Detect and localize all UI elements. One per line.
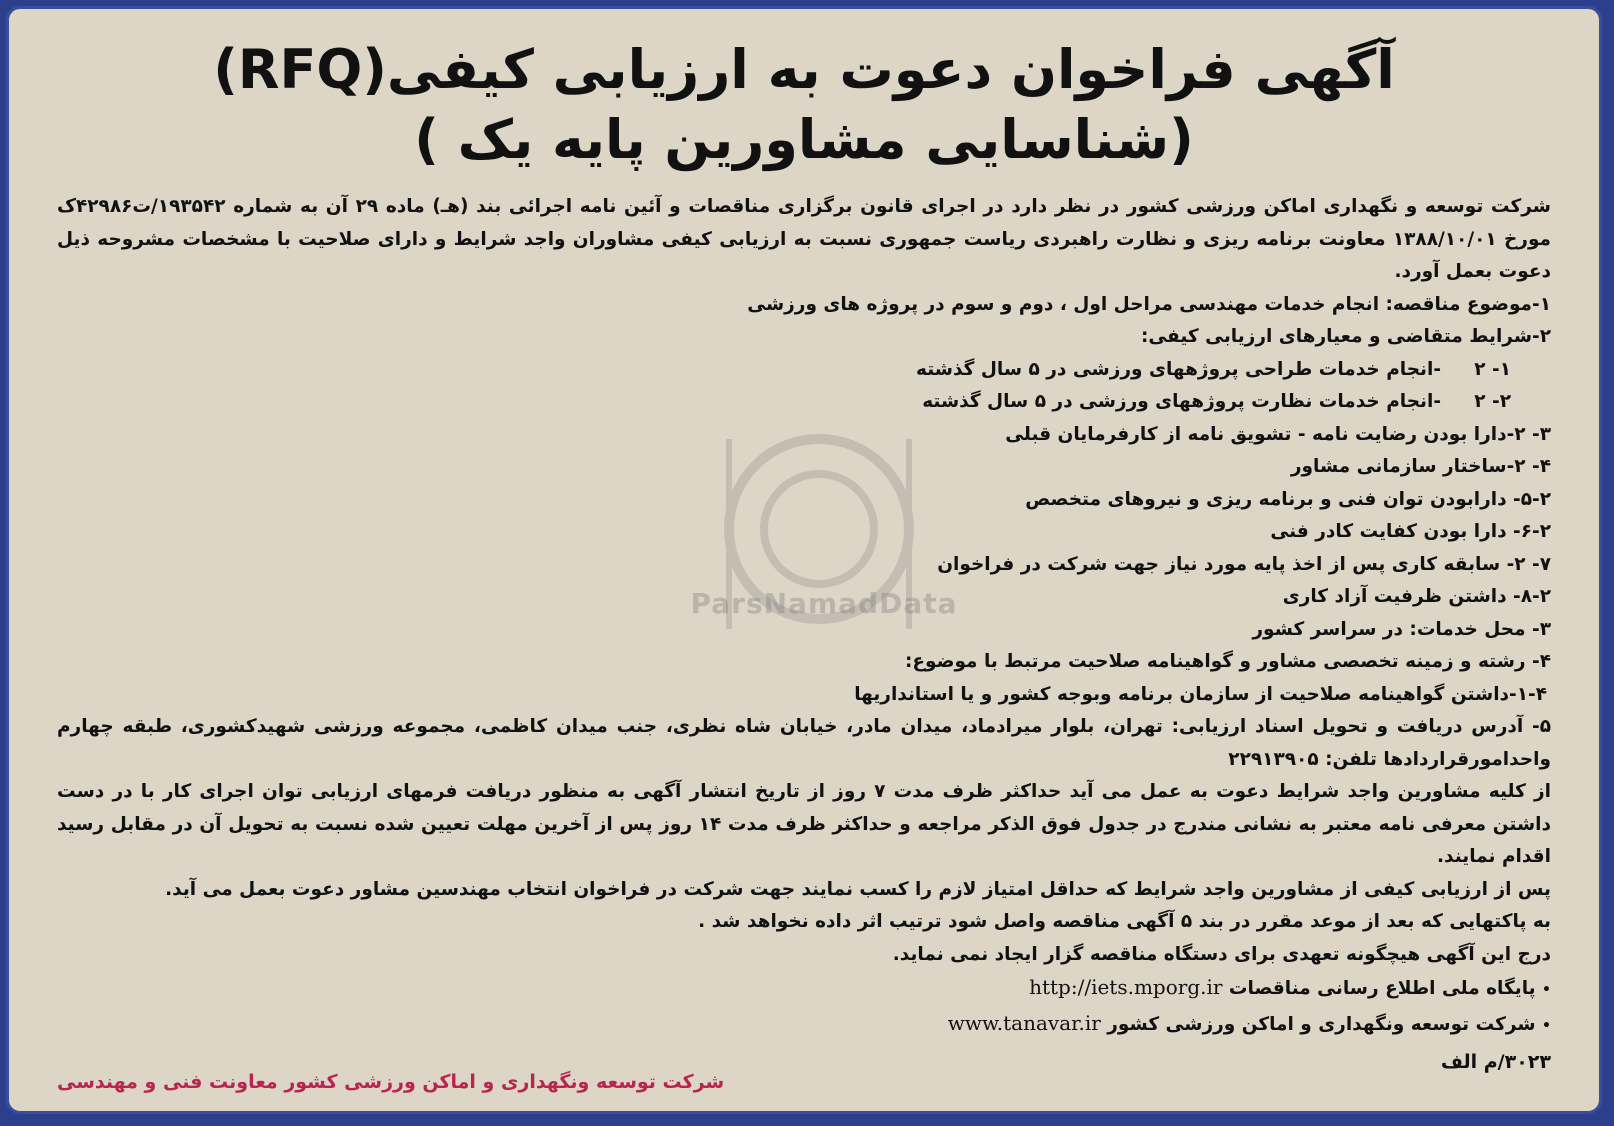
item-2: ۲-شرایط متقاضی و معیارهای ارزیابی کیفی: <box>1140 326 1551 347</box>
item-5: ۵- آدرس دریافت و تحویل اسناد ارزیابی: تهران، بلوار میرادماد، میدان مادر، خیابان شاه نظری، جنب میدان کاظمی، مجموعه ورزشی شهیدکشوری، طبقه چهارم واحدامورقراردادها تلفن: ۲۲۹۱۳۹۰۵ <box>57 716 1551 770</box>
notice-page <box>6 6 1602 1114</box>
footer-organization: شرکت توسعه ونگهداری و اماکن ورزشی کشور معاونت فنی و مهندسی <box>57 1071 725 1093</box>
title-line-2: (شناسایی مشاورین پایه یک ) <box>414 108 1194 171</box>
link-row <box>57 971 1551 1007</box>
notice-body <box>57 191 1551 1042</box>
item-4: ۴- رشته و زمینه تخصصی مشاور و گواهینامه صلاحیت مرتبط با موضوع: <box>904 651 1551 672</box>
ad-code: ۳۰۲۳/م الف <box>1440 1051 1551 1073</box>
criteria-item: ۷- ۲- سابقه کاری پس از اخذ پایه مورد نیاز جهت شرکت در فراخوان <box>937 553 1551 575</box>
title-line-1: آگهی فراخوان دعوت به ارزیابی کیفی(RFQ) <box>213 38 1395 101</box>
criteria-item: ۵-۲- دارابودن توان فنی و برنامه ریزی و نیروهای متخصص <box>1025 488 1551 510</box>
item-1: ۱-موضوع مناقصه: انجام خدمات مهندسی مراحل اول ، دوم و سوم در پروژه های ورزشی <box>747 293 1551 315</box>
link-label: پایگاه ملی اطلاع رسانی مناقصات <box>1228 978 1536 999</box>
criteria-item: ۸-۲- داشتن ظرفیت آزاد کاری <box>1282 586 1551 607</box>
link-url[interactable]: http://iets.mporg.ir <box>1029 975 1223 999</box>
criteria-item: ۲- ۲-انجام خدمات نظارت پروژههای ورزشی در ۵ سال گذشته <box>922 391 1511 412</box>
item-3: ۳- محل خدمات: در سراسر کشور <box>1252 618 1551 640</box>
criteria-list <box>57 354 1551 614</box>
link-row <box>57 1007 1551 1043</box>
criteria-item: ۳- ۲-دارا بودن رضایت نامه - تشویق نامه از کارفرمایان قبلی <box>1005 423 1551 445</box>
item-4-1: ۱-۴-داشتن گواهینامه صلاحیت از سازمان برنامه وبوجه کشور و یا استانداریها <box>854 683 1547 705</box>
bullet-icon: • <box>1542 982 1551 998</box>
link-label: شرکت توسعه ونگهداری و اماکن ورزشی کشور <box>1107 1013 1536 1035</box>
criteria-item: ۱- ۲-انجام خدمات طراحی پروژههای ورزشی در ۵ سال گذشته <box>916 358 1511 380</box>
watermark-text: ParsNamadData <box>690 587 958 620</box>
criteria-item: ۴- ۲-ساختار سازمانی مشاور <box>1290 456 1551 477</box>
paragraph-no-obligation: درج این آگهی هیچگونه تعهدی برای دستگاه مناقصه گزار ایجاد نمی نماید. <box>892 943 1551 965</box>
intro-paragraph: شرکت توسعه و نگهداری اماکن ورزشی کشور در نظر دارد در اجرای قانون برگزاری مناقصات و آئین نامه اجرائی بند (هـ) ماده ۲۹ آن به شماره ۱۹۳۵۴۲/ت۴۲۹۸۶ک مورخ ۱۳۸۸/۱۰/۰۱ معاونت برنامه ریزی و نظارت راهبردی ریاست جمهوری نسبت به ارزیابی کیفی مشاوران واجد شرایط و دارای صلاحیت با مشخصات مشروحه ذیل دعوت بعمل آورد. <box>57 196 1551 282</box>
page-title <box>9 35 1599 175</box>
paragraph-evaluation: پس از ارزیابی کیفی از مشاورین واجد شرایط که حداقل امتیاز لازم را کسب نمایند جهت شرکت در فراخوان انتخاب مهندسین مشاور دعوت بعمل می آید. <box>165 878 1551 900</box>
criteria-item: ۶-۲- دارا بودن کفایت کادر فنی <box>1270 521 1551 542</box>
bullet-icon: • <box>1542 1017 1551 1034</box>
paragraph-deadline: از کلیه مشاورین واجد شرایط دعوت به عمل می آید حداکثر ظرف مدت ۷ روز از تاریخ انتشار آگهی به منظور دریافت فرمهای ارزیابی توان اجرای کار با در دست داشتن معرفی نامه معتبر به نشانی مندرج در جدول فوق الذکر مراجعه و حداکثر ظرف مدت ۱۴ روز پس از آخرین مهلت تعیین شده نسبت به تحویل آن در مقابل رسید اقدام نمایند. <box>57 781 1551 867</box>
footer <box>57 1051 1551 1093</box>
link-url[interactable]: www.tanavar.ir <box>947 1010 1101 1035</box>
paragraph-late-envelopes: به پاکتهایی که بعد از موعد مقرر در بند ۵ آگهی مناقصه واصل شود ترتیب اثر داده نخواهد شد . <box>698 911 1551 932</box>
